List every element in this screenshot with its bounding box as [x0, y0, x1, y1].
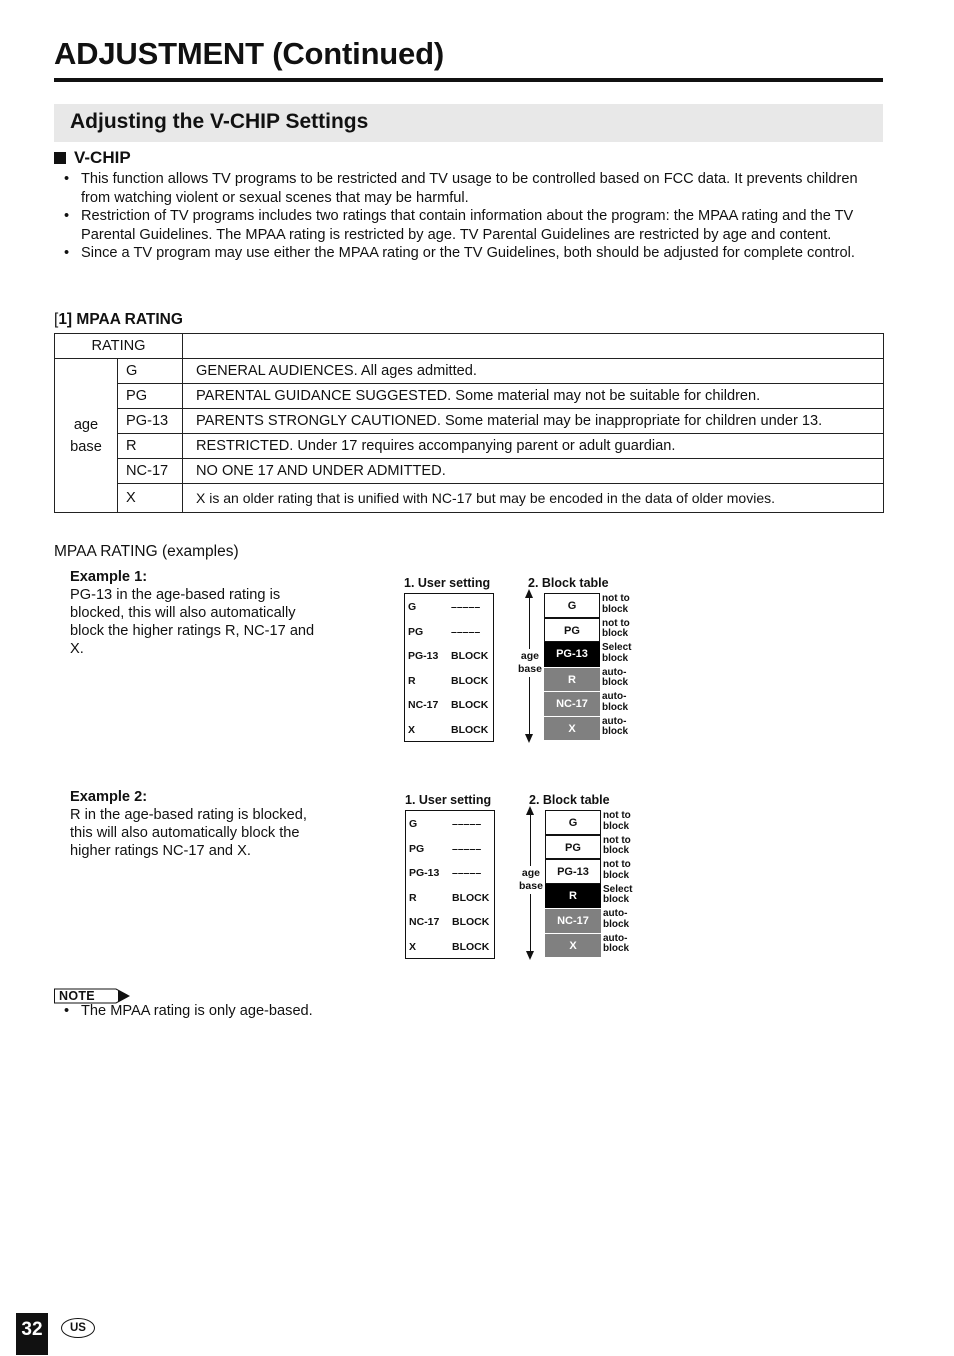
arrow-up-icon [525, 589, 533, 598]
block-table-note [603, 934, 647, 955]
user-setting-rating: NC-17 [408, 699, 439, 711]
rating-description: PARENTAL GUIDANCE SUGGESTED. Some material may not be suitable for children. [183, 384, 884, 409]
square-bullet-icon [54, 152, 66, 164]
block-note-line: not to [602, 593, 630, 604]
block-table-cell: G [545, 810, 601, 835]
user-setting-box [405, 810, 495, 959]
user-setting-rating: NC-17 [409, 916, 440, 928]
example-body: PG-13 in the age-based rating is blocked, this will also automatically block the higher ratings R, NC-17 and X. [70, 587, 315, 657]
block-note-line: block [602, 652, 629, 664]
example-2-text [70, 788, 320, 860]
age-base-line: base [519, 880, 543, 892]
mpaa-rating-heading [54, 311, 183, 329]
rating-code: X [118, 484, 183, 513]
user-setting-value: BLOCK [452, 891, 490, 904]
user-setting-value: BLOCK [451, 674, 489, 687]
user-setting-row [405, 717, 493, 742]
rating-code: PG-13 [118, 409, 183, 434]
block-note-line: Select [603, 883, 633, 895]
block-note-line: block [603, 894, 630, 905]
mpaa-rating-table [54, 333, 884, 513]
user-setting-rating: PG [409, 842, 425, 855]
table-row [55, 409, 884, 434]
table-header-rating: RATING [55, 334, 183, 359]
section-title: Adjusting the V-CHIP Settings [70, 110, 369, 133]
user-setting-label: 1. User setting [404, 576, 491, 590]
block-table-cell: PG-13 [544, 642, 600, 667]
block-diagram-example-2 [405, 793, 645, 963]
block-note-line: not to [603, 859, 631, 870]
block-table-note [603, 885, 647, 906]
user-setting-rating: PG-13 [408, 650, 439, 662]
bullet-dot-icon: • [64, 171, 70, 187]
user-setting-value: BLOCK [452, 940, 490, 953]
user-setting-value: ––––– [451, 601, 481, 613]
block-note-line: not to [602, 617, 630, 629]
block-note-line: auto- [603, 908, 628, 919]
bullet-text: Since a TV program may use either the MPAA rating or the TV Guidelines, both should be adjusted for complete control. [81, 245, 855, 262]
user-setting-rating: X [408, 723, 416, 736]
note-text: The MPAA rating is only age-based. [81, 1003, 313, 1019]
group-label-line: base [70, 438, 102, 455]
user-setting-row [405, 594, 493, 619]
user-setting-value: BLOCK [451, 699, 489, 711]
note-badge-label: NOTE [59, 989, 95, 1003]
user-setting-row [405, 668, 493, 693]
block-note-line: block [603, 820, 630, 832]
example-title: Example 2: [70, 789, 148, 805]
block-note-line: not to [603, 834, 631, 846]
block-note-line: block [602, 726, 629, 737]
block-diagram-example-1 [404, 576, 644, 746]
vchip-heading [54, 148, 131, 168]
block-table-note [603, 860, 647, 881]
block-table-cell: X [544, 716, 600, 741]
rating-code: G [118, 359, 183, 384]
block-table-cell: NC-17 [545, 908, 601, 933]
block-note-line: block [603, 918, 630, 930]
table-header-row [55, 334, 884, 359]
user-setting-rating: PG [408, 625, 424, 638]
arrow-up-icon [526, 806, 534, 815]
bullet-dot-icon: • [64, 245, 70, 262]
block-table-note [602, 643, 646, 664]
user-setting-rating: G [408, 601, 417, 613]
user-setting-rating: X [409, 940, 417, 953]
table-row [55, 384, 884, 409]
block-note-line: block [603, 845, 630, 856]
bullet-text: Restriction of TV programs includes two ratings that contain information about the program: the MPAA rating and the TV Parental Guidelines. The MPAA rating is restricted by age. TV Parental Guidelines are restricted by age and content. [81, 208, 854, 243]
block-table-note [603, 909, 647, 930]
block-note-line: auto- [602, 666, 627, 678]
arrow-down-icon [526, 951, 534, 960]
example-title: Example 1: [70, 569, 148, 585]
note-badge [54, 988, 130, 1004]
block-note-line: auto- [602, 715, 627, 727]
rating-code: NC-17 [118, 459, 183, 484]
group-label-age-base [55, 359, 118, 513]
user-setting-row [405, 619, 493, 644]
page-number: 32 [16, 1313, 48, 1355]
rating-code: PG [118, 384, 183, 409]
age-base-line: base [518, 663, 542, 675]
block-note-line: block [602, 701, 629, 713]
user-setting-row [405, 692, 493, 717]
group-label-line: age [73, 416, 99, 433]
user-setting-value: ––––– [452, 818, 482, 830]
block-table-label: 2. Block table [528, 576, 609, 590]
user-setting-value: ––––– [451, 625, 481, 638]
bullet-text: This function allows TV programs to be restricted and TV usage to be controlled based on FCC data. It prevents children from watching violent or sexual scenes that may be harmful. [81, 171, 858, 206]
age-base-label [519, 866, 543, 894]
block-table-cell: NC-17 [544, 691, 600, 716]
region-badge: US [61, 1318, 95, 1338]
block-note-line: block [603, 943, 630, 954]
examples-heading: MPAA RATING (examples) [54, 543, 239, 560]
age-base-label [518, 649, 542, 677]
user-setting-rating: R [409, 891, 417, 904]
vchip-heading-text: V-CHIP [74, 148, 131, 167]
user-setting-label: 1. User setting [405, 793, 492, 807]
block-table-cell: PG-13 [545, 859, 601, 884]
user-setting-rating: PG-13 [409, 867, 440, 879]
block-table-note [602, 668, 646, 689]
block-table-note [603, 811, 647, 832]
block-note-line: block [602, 603, 629, 615]
block-table-cell: PG [544, 618, 600, 643]
block-note-line: block [603, 869, 630, 881]
user-setting-value: ––––– [452, 842, 482, 855]
title-rule [54, 78, 883, 82]
block-table-label: 2. Block table [529, 793, 610, 807]
block-table-note [602, 692, 646, 713]
block-table-note [602, 594, 646, 615]
heading-bracket: [ [54, 311, 59, 328]
block-table-cell: R [544, 667, 600, 692]
user-setting-rating: R [408, 674, 416, 687]
user-setting-row [406, 860, 494, 885]
user-setting-value: BLOCK [451, 650, 489, 662]
table-row [55, 359, 884, 384]
rating-description: NO ONE 17 AND UNDER ADMITTED. [183, 459, 884, 484]
table-row [55, 459, 884, 484]
block-table-cell: R [545, 884, 601, 909]
example-1-text [70, 568, 320, 658]
block-table-note [603, 836, 647, 857]
user-setting-row [405, 643, 493, 668]
bullet-dot-icon: • [64, 1003, 70, 1019]
bullet-dot-icon: • [64, 208, 70, 225]
block-table-cell: PG [545, 835, 601, 860]
user-setting-value: BLOCK [452, 916, 490, 928]
rating-description: GENERAL AUDIENCES. All ages admitted. [183, 359, 884, 384]
block-note-line: block [602, 628, 629, 639]
user-setting-row [406, 909, 494, 934]
user-setting-rating: G [409, 818, 418, 830]
list-item [54, 170, 874, 207]
list-item [54, 207, 874, 244]
block-table-note [602, 717, 646, 738]
user-setting-row [406, 836, 494, 861]
age-base-line: age [521, 867, 541, 879]
block-note-line: auto- [603, 932, 628, 944]
heading-text: 1] MPAA RATING [58, 311, 183, 328]
example-body: R in the age-based rating is blocked, this will also automatically block the higher ratings NC-17 and X. [70, 807, 307, 859]
block-table-cell: X [545, 933, 601, 958]
table-row [55, 484, 884, 513]
user-setting-row [406, 934, 494, 959]
table-header-blank [183, 334, 884, 359]
rating-description: RESTRICTED. Under 17 requires accompanying parent or adult guardian. [183, 434, 884, 459]
rating-code: R [118, 434, 183, 459]
age-base-line: age [520, 650, 540, 662]
block-note-line: not to [603, 810, 631, 821]
user-setting-row [406, 811, 494, 836]
block-note-line: Select [602, 642, 632, 653]
user-setting-value: ––––– [452, 867, 482, 879]
vchip-bullet-list [54, 170, 874, 263]
page-title: ADJUSTMENT (Continued) [54, 36, 444, 71]
rating-description: X is an older rating that is unified with NC-17 but may be encoded in the data of older movies. [183, 484, 884, 513]
user-setting-value: BLOCK [451, 723, 489, 736]
user-setting-row [406, 885, 494, 910]
block-table-cell: G [544, 593, 600, 618]
list-item [54, 244, 874, 263]
arrow-down-icon [525, 734, 533, 743]
rating-description: PARENTS STRONGLY CAUTIONED. Some material may be inappropriate for children under 13. [183, 409, 884, 434]
block-note-line: auto- [602, 691, 627, 702]
table-row [55, 434, 884, 459]
note-text-line [54, 1003, 313, 1019]
user-setting-box [404, 593, 494, 742]
block-note-line: block [602, 677, 629, 688]
block-table-note [602, 619, 646, 640]
